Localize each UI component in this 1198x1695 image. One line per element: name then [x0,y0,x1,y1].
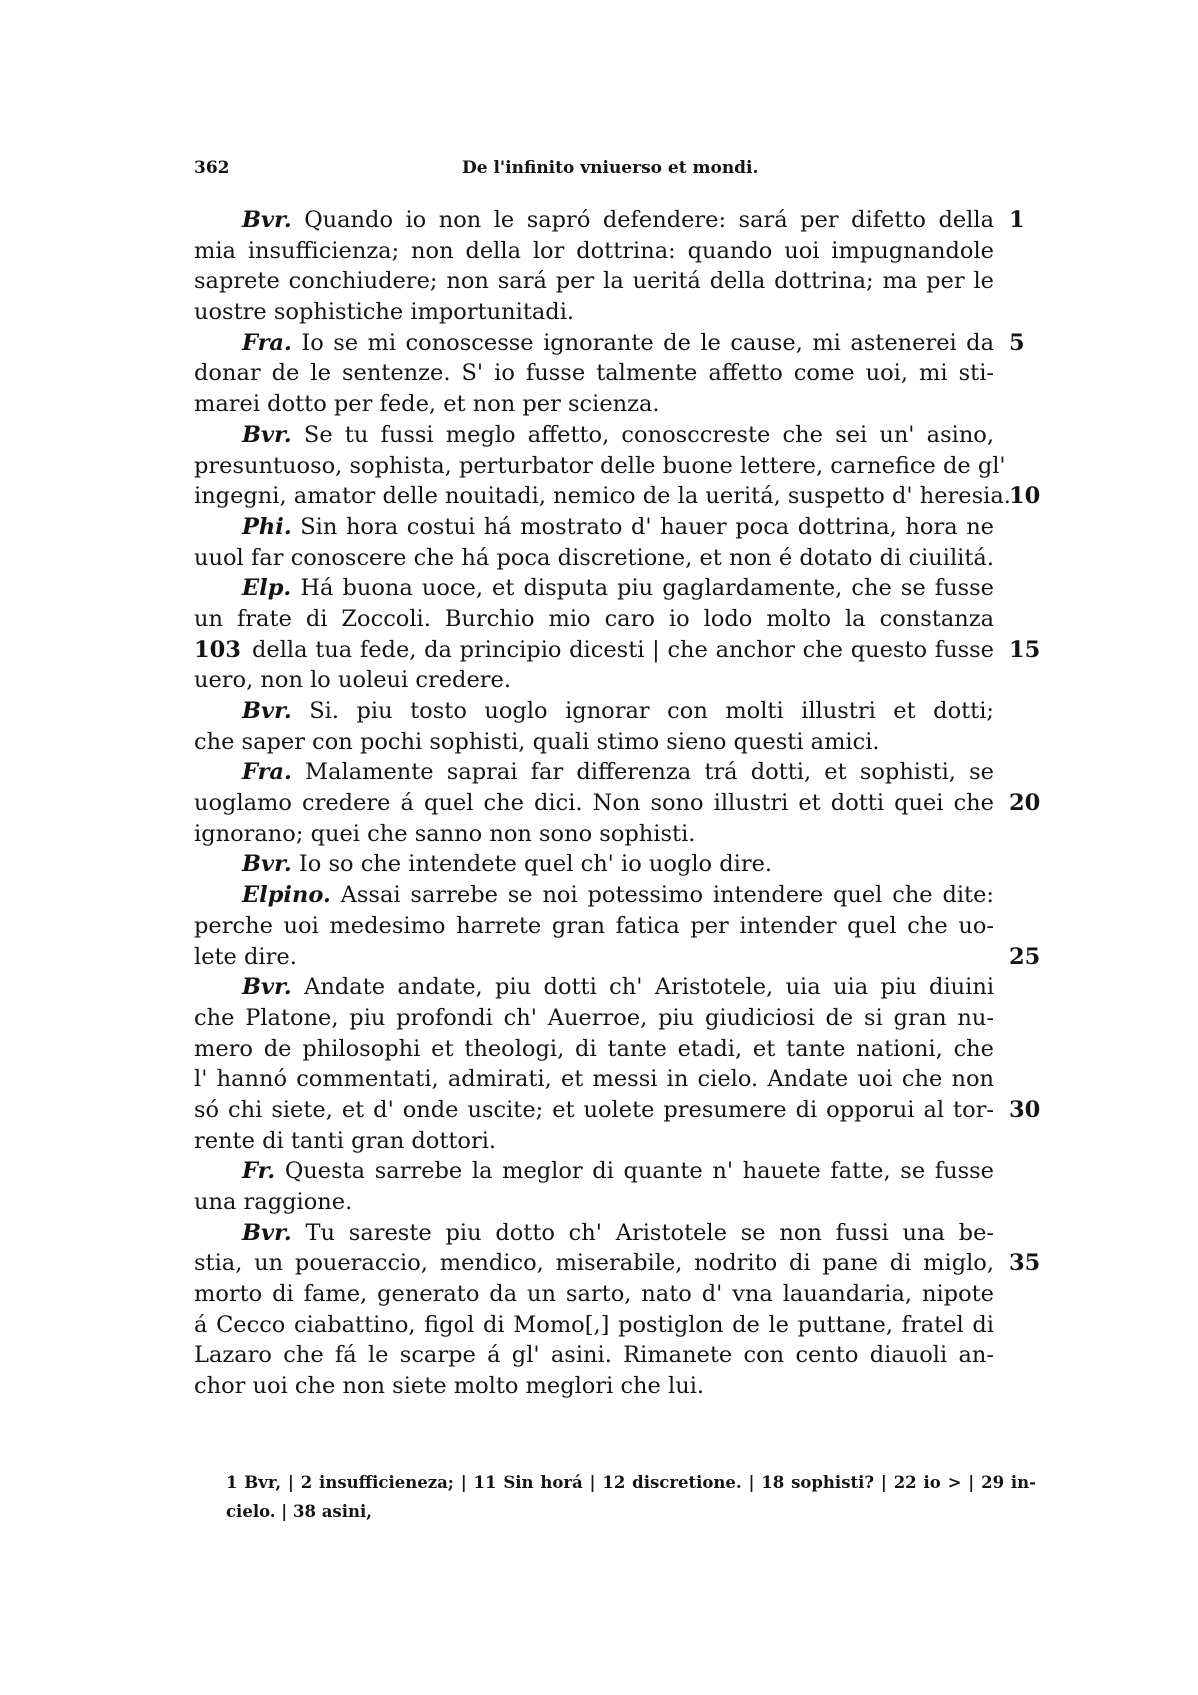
line-number: 15 [1009,636,1041,663]
text-line [194,512,994,543]
line-text: Si. piu tosto uoglo ignorar con molti illustri et dotti; [309,698,994,724]
text-line [194,1218,994,1249]
speaker-label: Bvr. [242,851,292,878]
line-text: Malamente saprai far differenza trá dotti, et sophisti, se [305,759,994,786]
line-text: Lazaro che fá le scarpe á gl' asini. Rimanete con cento diauoli an- [194,1342,994,1369]
speaker-label: Fra. [242,759,292,786]
text-line [194,788,1041,819]
running-title: De l'infinito vniuerso et mondi. [462,158,759,178]
text-line [194,205,1025,236]
text-line [194,1095,1041,1126]
running-header [194,158,1034,188]
speaker-label: Bvr. [242,207,292,233]
line-text: Assai sarrebe se noi potessimo intendere quel che dite: [340,882,994,909]
line-number: 25 [1009,943,1041,970]
speaker-label: Bvr. [242,421,292,448]
text-line [194,880,994,911]
text-line [194,1279,994,1310]
line-number: 20 [1009,790,1041,817]
page-number: 362 [194,158,230,178]
line-text: ignorano; quei che sanno non sono sophisti. [194,820,696,847]
line-number: 30 [1009,1096,1041,1123]
line-text: della tua fede, da principio dicesti | che anchor che questo fusse [252,636,994,663]
line-text: l' hannó commentati, admirati, et messi in cielo. Andate uoi che non [194,1066,994,1093]
text-line [194,1310,994,1341]
text-line [194,911,994,942]
line-text: Quando io non le sapró defendere: sará per difetto della [304,207,994,233]
text-line [194,1064,994,1095]
line-text: chor uoi che non siete molto meglori che lui. [194,1373,705,1400]
text-line [194,1126,994,1157]
speaker-label: Elpino. [242,882,331,909]
line-text: Tu sareste piu dotto ch' Aristotele se non fussi una be- [305,1219,994,1246]
text-line [194,1371,994,1402]
line-text: Sin hora costui há mostrato d' hauer poca dottrina, hora ne [300,513,995,540]
text-line [194,297,994,328]
line-text: Io se mi conoscesse ignorante de le cause, mi astenerei da [301,329,994,356]
line-text: un frate di Zoccoli. Burchio mio caro io lodo molto la constanza [194,605,994,632]
critical-apparatus [226,1468,1036,1526]
line-text: uero, non lo uoleui credere. [194,667,511,694]
text-line [194,942,1041,973]
line-text: presuntuoso, sophista, perturbator delle buone lettere, carnefice de gl' [194,452,1006,479]
text-line [194,1248,1041,1279]
text-line [194,328,1025,359]
speaker-label: Fra. [242,329,292,356]
line-text: rente di tanti gran dottori. [194,1127,497,1154]
speaker-label: Bvr. [242,1219,292,1246]
line-text: mero de philosophi et theologi, di tante etadi, et tante nationi, che [194,1035,994,1062]
line-text: donar de le sentenze. S' io fusse talmente affetto come uoi, mi sti- [194,360,994,387]
text-line [194,358,994,389]
line-text: lete dire. [194,943,297,970]
text-line [194,972,994,1003]
text-line [194,481,1041,512]
text-line [194,1034,994,1065]
line-text: perche uoi medesimo harrete gran fatica per intender quel che uo- [194,912,994,939]
line-number: 5 [1009,329,1025,356]
line-text: ingegni, amator delle nouitadi, nemico de la ueritá, suspetto d' heresia. [194,483,1011,510]
speaker-label: Phi. [242,513,292,540]
line-text: á Cecco ciabattino, figol di Momo[,] postiglon de le puttane, fratel di [194,1311,994,1338]
main-text [194,205,1041,1402]
text-line [194,420,994,451]
text-line [194,573,994,604]
margin-page-number: 103 [194,636,241,663]
text-line [194,604,994,635]
text-line [194,451,1006,482]
line-number: 1 [1009,207,1025,233]
line-text: mia insufficienza; non della lor dottrina: quando uoi impugnandole [194,237,994,264]
speaker-label: Bvr. [242,698,292,724]
text-line [194,543,994,574]
footnote-line: cielo. | 38 asini, [226,1502,372,1521]
line-text: uuol far conoscere che há poca discretione, et non é dotato di ciuilitá. [194,544,994,571]
line-text: Se tu fussi meglo affetto, conosccreste che sei un' asino, [303,421,995,448]
text-line [194,1187,994,1218]
line-text: saprete conchiudere; non sará per la ueritá della dottrina; ma per le [194,268,994,295]
text-line [194,757,994,788]
line-text: stia, un poueraccio, mendico, miserabile, nodrito di pane di miglo, [194,1250,994,1277]
speaker-label: Fr. [242,1158,276,1185]
line-text: uoglamo credere á quel che dici. Non sono illustri et dotti quei che [194,790,994,817]
text-line [194,696,994,727]
text-line [194,389,994,420]
line-text: Há buona uoce, et disputa piu gaglardamente, che se fusse [300,575,994,602]
line-text: Io so che intendete quel ch' io uoglo dire. [298,851,773,878]
text-line [194,665,994,696]
line-text: Andate andate, piu dotti ch' Aristotele, uia uia piu diuini [304,974,995,1001]
line-text: só chi siete, et d' onde uscite; et uolete presumere di opporui al tor- [194,1096,994,1123]
line-text: che saper con pochi sophisti, quali stimo sieno questi amici. [194,728,880,755]
text-line [194,236,994,267]
text-line [194,266,994,297]
line-text: che Platone, piu profondi ch' Auerroe, piu giudiciosi de si gran nu- [194,1004,994,1031]
line-text: uostre sophistiche importunitadi. [194,299,575,326]
line-number: 10 [1009,483,1041,510]
text-line [194,727,994,758]
line-text: marei dotto per fede, et non per scienza. [194,391,660,418]
text-line [194,1003,994,1034]
text-line [194,849,994,880]
text-line [194,635,1041,666]
line-text: una raggione. [194,1189,353,1215]
footnote-line: 1 Bvr, | 2 insufficieneza; | 11 Sin horá | 12 discretione. | 18 sophisti? | 22 io > | 29 in- [226,1473,1036,1492]
speaker-label: Bvr. [242,974,292,1001]
text-line [194,819,994,850]
speaker-label: Elp. [242,575,292,602]
line-text: morto di fame, generato da un sarto, nato d' vna lauandaria, nipote [194,1281,994,1308]
line-text: Questa sarrebe la meglor di quante n' hauete fatte, se fusse [284,1158,995,1185]
line-number: 35 [1009,1250,1041,1277]
text-line [194,1340,994,1371]
text-line [194,1156,994,1187]
